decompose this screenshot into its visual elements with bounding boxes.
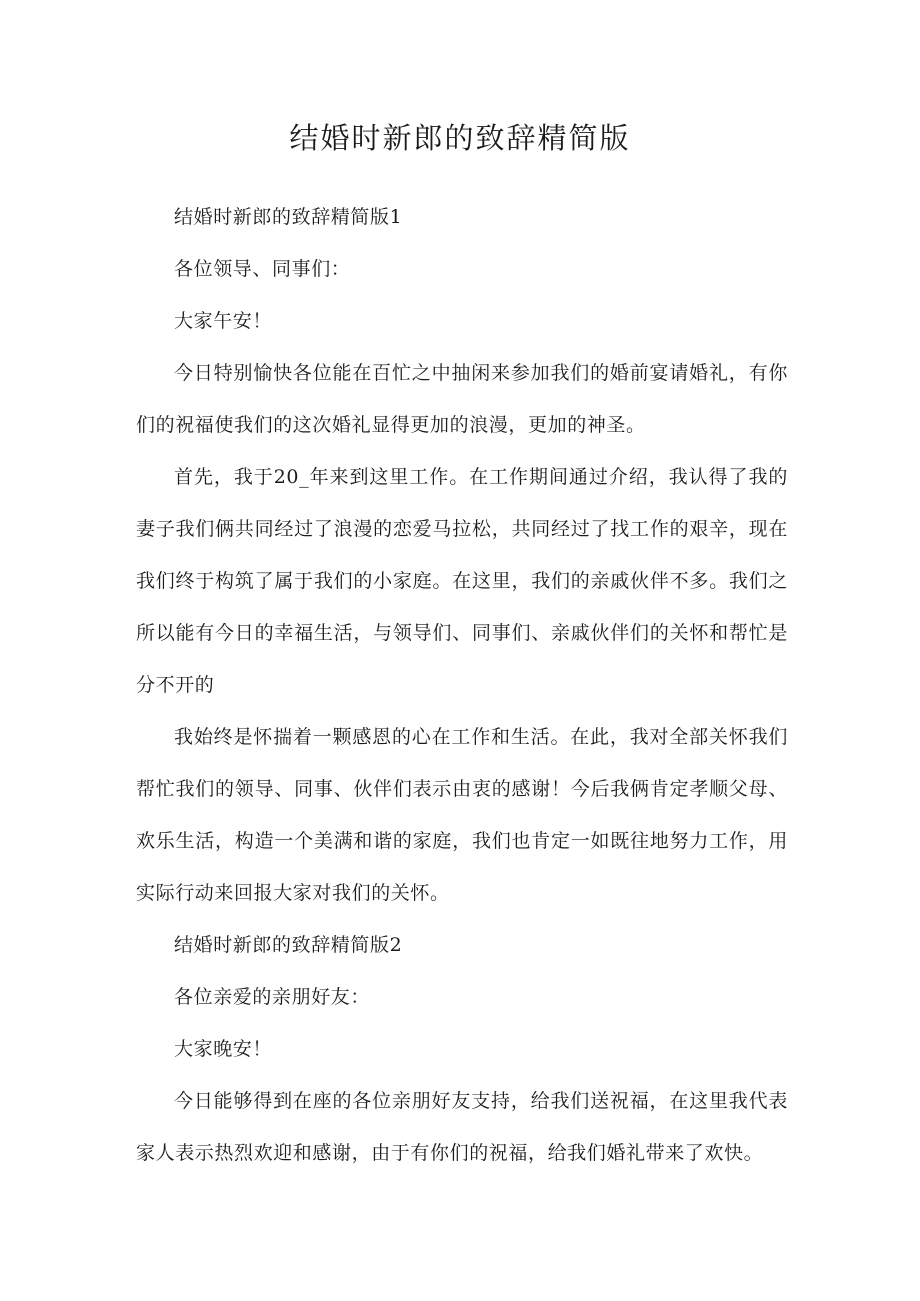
greeting-2: 大家晚安！: [174, 1038, 273, 1060]
body-paragraph: 我始终是怀揣着一颗感恩的心在工作和生活。在此，我对全部关怀我们帮忙我们的领导、同事、伙伴们表示由衷的感谢！今后我俩肯定孝顺父母、欢乐生活，构造一个美满和谐的家庭，我们也肯定一如既往地努力工作，用实际行动来回报大家对我们的关怀。: [136, 726, 788, 904]
salutation-1: 各位领导、同事们：: [174, 258, 351, 280]
document-body: [136, 191, 788, 1179]
section-heading-1: 结婚时新郎的致辞精简版1: [174, 206, 403, 228]
body-paragraph: 今日特别愉快各位能在百忙之中抽闲来参加我们的婚前宴请婚礼，有你们的祝福使我们的这次婚礼显得更加的浪漫，更加的神圣。: [136, 362, 788, 436]
salutation-2: 各位亲爱的亲朋好友：: [174, 986, 371, 1008]
body-paragraph: 首先，我于20_年来到这里工作。在工作期间通过介绍，我认得了我的妻子我们俩共同经过了浪漫的恋爱马拉松，共同经过了找工作的艰辛，现在我们终于构筑了属于我们的小家庭。在这里，我们的亲戚伙伴不多。我们之所以能有今日的幸福生活，与领导们、同事们、亲戚伙伴们的关怀和帮忙是分不开的: [136, 466, 788, 696]
section-heading-2: 结婚时新郎的致辞精简版2: [174, 934, 403, 956]
document-title: 结婚时新郎的致辞精简版: [289, 121, 631, 155]
body-paragraph: 今日能够得到在座的各位亲朋好友支持，给我们送祝福，在这里我代表家人表示热烈欢迎和感谢，由于有你们的祝福，给我们婚礼带来了欢快。: [136, 1090, 788, 1164]
greeting-1: 大家午安！: [174, 310, 273, 332]
